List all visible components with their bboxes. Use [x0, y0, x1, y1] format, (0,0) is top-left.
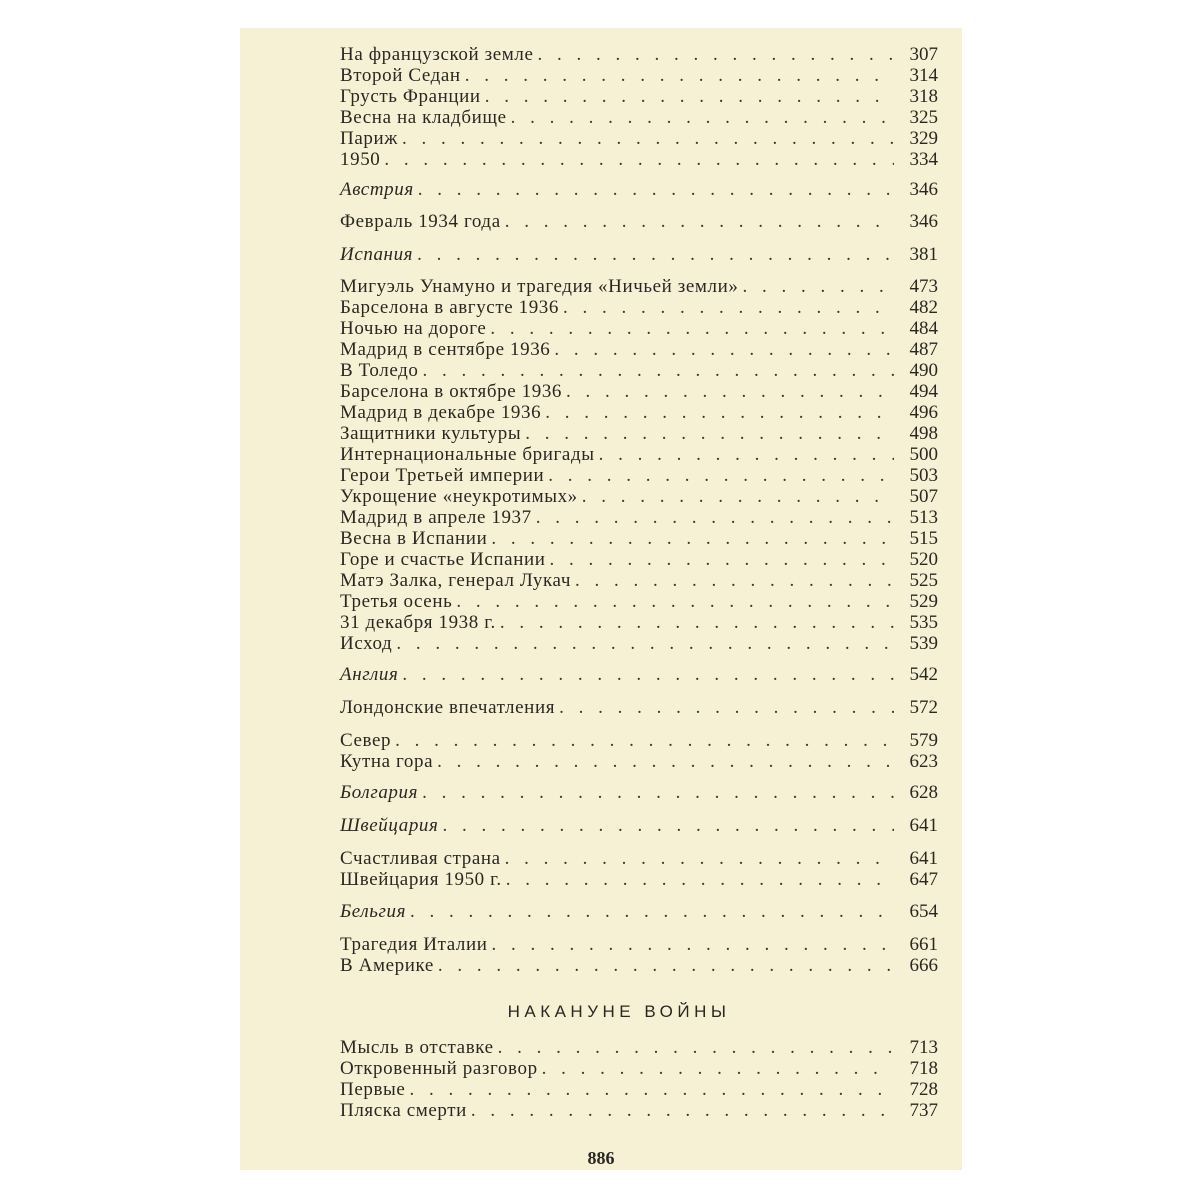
leader-dots [491, 528, 894, 549]
leader-dots [566, 381, 894, 402]
leader-dots [465, 65, 894, 86]
toc-entry [340, 402, 938, 423]
part-heading: НАКАНУНЕ ВОЙНЫ [507, 1002, 731, 1021]
toc-entry-page: 529 [909, 591, 938, 612]
leader-dots [396, 633, 894, 654]
leader-dots [554, 339, 894, 360]
toc-entry [340, 149, 938, 170]
toc-entry-title: Лондонские впечатления [340, 697, 556, 718]
toc-entry-page: 325 [909, 107, 938, 128]
toc-entry-page: 572 [909, 697, 938, 718]
toc-entry-page: 661 [909, 934, 938, 955]
toc-entry-page: 490 [909, 360, 938, 381]
toc-entry-page: 628 [909, 782, 938, 803]
toc-entry-page: 329 [909, 128, 938, 149]
toc-entry [340, 1058, 938, 1079]
toc-entry-title: Горе и счастье Испании [340, 549, 546, 570]
toc-entry-title: Мадрид в сентябре 1936 [340, 339, 551, 360]
toc-entry-page: 494 [909, 381, 938, 402]
toc-entry [340, 360, 938, 381]
toc-entry-page: 484 [909, 318, 938, 339]
leader-dots [418, 179, 894, 200]
toc-entry [340, 848, 938, 869]
table-of-contents [340, 44, 938, 1121]
toc-entry-page: 500 [909, 444, 938, 465]
leader-dots [525, 423, 894, 444]
leader-dots [537, 44, 894, 65]
toc-entry [340, 297, 938, 318]
toc-entry-page: 718 [909, 1058, 938, 1079]
toc-entry-title: В Толедо [340, 360, 419, 381]
toc-entry [340, 591, 938, 612]
toc-entry [340, 697, 938, 718]
leader-dots [599, 444, 894, 465]
leader-dots [490, 318, 894, 339]
toc-entry-page: 728 [909, 1079, 938, 1100]
page-number: 886 [587, 1148, 615, 1168]
toc-entry [340, 211, 938, 232]
leader-dots [500, 612, 894, 633]
toc-entry-title: Мысль в отставке [340, 1037, 494, 1058]
toc-entry-title: Трагедия Италии [340, 934, 488, 955]
leader-dots [438, 955, 894, 976]
toc-entry-title: Укрощение «неукротимых» [340, 486, 578, 507]
toc-section-entry [340, 664, 938, 685]
toc-entry-title: Мигуэль Унамуно и трагедия «Ничьей земли» [340, 276, 739, 297]
toc-entry-page: 579 [909, 730, 938, 751]
toc-section-entry [340, 244, 938, 265]
toc-entry [340, 1079, 938, 1100]
toc-entry-title: Весна на кладбище [340, 107, 507, 128]
toc-section-title: Бельгия [340, 901, 407, 922]
toc-entry-page: 498 [909, 423, 938, 444]
toc-entry-title: Герои Третьей империи [340, 465, 545, 486]
toc-entry-title: Интернациональные бригады [340, 444, 595, 465]
toc-entry [340, 423, 938, 444]
toc-entry [340, 751, 938, 772]
toc-entry-title: Пляска смерти [340, 1100, 467, 1121]
leader-dots [505, 211, 894, 232]
toc-entry [340, 934, 938, 955]
toc-entry-title: Мадрид в декабре 1936 [340, 402, 542, 423]
leader-dots [410, 901, 894, 922]
toc-entry-page: 542 [909, 664, 938, 685]
toc-entry-title: На французской земле [340, 44, 534, 65]
toc-entry-title: Откровенный разговор [340, 1058, 538, 1079]
leader-dots [456, 591, 894, 612]
toc-entry-title: Исход [340, 633, 393, 654]
toc-entry-title: Защитники культуры [340, 423, 522, 444]
toc-entry [340, 318, 938, 339]
leader-dots [545, 402, 894, 423]
toc-entry-title: Ночью на дороге [340, 318, 487, 339]
toc-entry-page: 503 [909, 465, 938, 486]
toc-section-title: Испания [340, 244, 414, 265]
leader-dots [417, 244, 894, 265]
toc-section-entry [340, 901, 938, 922]
toc-entry-title: Февраль 1934 года [340, 211, 501, 232]
toc-entry [340, 633, 938, 654]
toc-entry-title: Север [340, 730, 392, 751]
leader-dots [402, 128, 894, 149]
toc-entry-title: Второй Седан [340, 65, 461, 86]
toc-entry-page: 641 [909, 848, 938, 869]
toc-entry-page: 737 [909, 1100, 938, 1121]
toc-entry-title: В Америке [340, 955, 434, 976]
leader-dots [575, 570, 894, 591]
toc-entry-page: 482 [909, 297, 938, 318]
book-page [240, 28, 962, 1170]
toc-entry [340, 65, 938, 86]
toc-entry-title: 31 декабря 1938 г. [340, 612, 496, 633]
toc-entry-title: Третья осень [340, 591, 453, 612]
toc-entry-page: 507 [909, 486, 938, 507]
toc-entry-title: Мадрид в апреле 1937 [340, 507, 532, 528]
toc-entry [340, 486, 938, 507]
toc-entry [340, 276, 938, 297]
toc-entry [340, 730, 938, 751]
toc-section-title: Австрия [340, 179, 414, 200]
toc-entry [340, 339, 938, 360]
leader-dots [422, 360, 894, 381]
toc-entry-page: 307 [909, 44, 938, 65]
toc-entry-page: 647 [909, 869, 938, 890]
toc-entry [340, 549, 938, 570]
toc-entry-page: 318 [909, 86, 938, 107]
toc-entry-page: 623 [909, 751, 938, 772]
toc-entry [340, 612, 938, 633]
leader-dots [536, 507, 894, 528]
toc-entry [340, 528, 938, 549]
leader-dots [559, 697, 894, 718]
toc-entry [340, 507, 938, 528]
leader-dots [492, 934, 894, 955]
leader-dots [422, 782, 894, 803]
toc-entry-page: 666 [909, 955, 938, 976]
toc-entry-page: 381 [909, 244, 938, 265]
toc-entry-title: Швейцария 1950 г. [340, 869, 502, 890]
toc-entry-page: 487 [909, 339, 938, 360]
toc-section-title: Англия [340, 664, 399, 685]
toc-entry [340, 44, 938, 65]
leader-dots [395, 730, 894, 751]
toc-section-entry [340, 179, 938, 200]
toc-entry-page: 713 [909, 1037, 938, 1058]
toc-entry-page: 473 [909, 276, 938, 297]
toc-entry-page: 496 [909, 402, 938, 423]
leader-dots [409, 1079, 894, 1100]
leader-dots [442, 815, 894, 836]
leader-dots [582, 486, 894, 507]
toc-entry-page: 513 [909, 507, 938, 528]
toc-entry-title: 1950 [340, 149, 381, 170]
toc-entry-page: 334 [909, 149, 938, 170]
toc-entry-title: Барселона в августе 1936 [340, 297, 560, 318]
toc-entry-page: 520 [909, 549, 938, 570]
toc-entry-page: 525 [909, 570, 938, 591]
toc-entry [340, 1037, 938, 1058]
toc-entry [340, 107, 938, 128]
toc-entry-page: 641 [909, 815, 938, 836]
toc-entry [340, 381, 938, 402]
toc-entry-page: 654 [909, 901, 938, 922]
leader-dots [548, 465, 894, 486]
leader-dots [384, 149, 894, 170]
leader-dots [471, 1100, 894, 1121]
toc-entry [340, 128, 938, 149]
toc-entry-title: Грусть Франции [340, 86, 481, 107]
toc-entry-title: Первые [340, 1079, 406, 1100]
toc-section-title: Швейцария [340, 815, 439, 836]
toc-entry-title: Весна в Испании [340, 528, 488, 549]
leader-dots [485, 86, 894, 107]
toc-entry [340, 1100, 938, 1121]
toc-section-entry [340, 782, 938, 803]
leader-dots [498, 1037, 894, 1058]
leader-dots [506, 869, 894, 890]
toc-entry [340, 444, 938, 465]
toc-entry-title: Париж [340, 128, 398, 149]
toc-entry [340, 869, 938, 890]
toc-section-title: Болгария [340, 782, 419, 803]
leader-dots [402, 664, 894, 685]
leader-dots [437, 751, 894, 772]
toc-entry-title: Кутна гора [340, 751, 434, 772]
leader-dots [743, 276, 895, 297]
toc-entry-page: 314 [909, 65, 938, 86]
toc-entry-page: 515 [909, 528, 938, 549]
toc-entry-page: 539 [909, 633, 938, 654]
leader-dots [563, 297, 894, 318]
leader-dots [542, 1058, 894, 1079]
toc-entry-title: Матэ Залка, генерал Лукач [340, 570, 571, 591]
toc-entry [340, 955, 938, 976]
toc-entry [340, 86, 938, 107]
toc-entry-page: 346 [909, 211, 938, 232]
leader-dots [550, 549, 894, 570]
toc-entry-title: Барселона в октябре 1936 [340, 381, 563, 402]
toc-section-entry [340, 815, 938, 836]
toc-entry-page: 535 [909, 612, 938, 633]
leader-dots [505, 848, 894, 869]
toc-entry-page: 346 [909, 179, 938, 200]
toc-entry-title: Счастливая страна [340, 848, 501, 869]
toc-entry [340, 465, 938, 486]
leader-dots [511, 107, 894, 128]
toc-entry [340, 570, 938, 591]
